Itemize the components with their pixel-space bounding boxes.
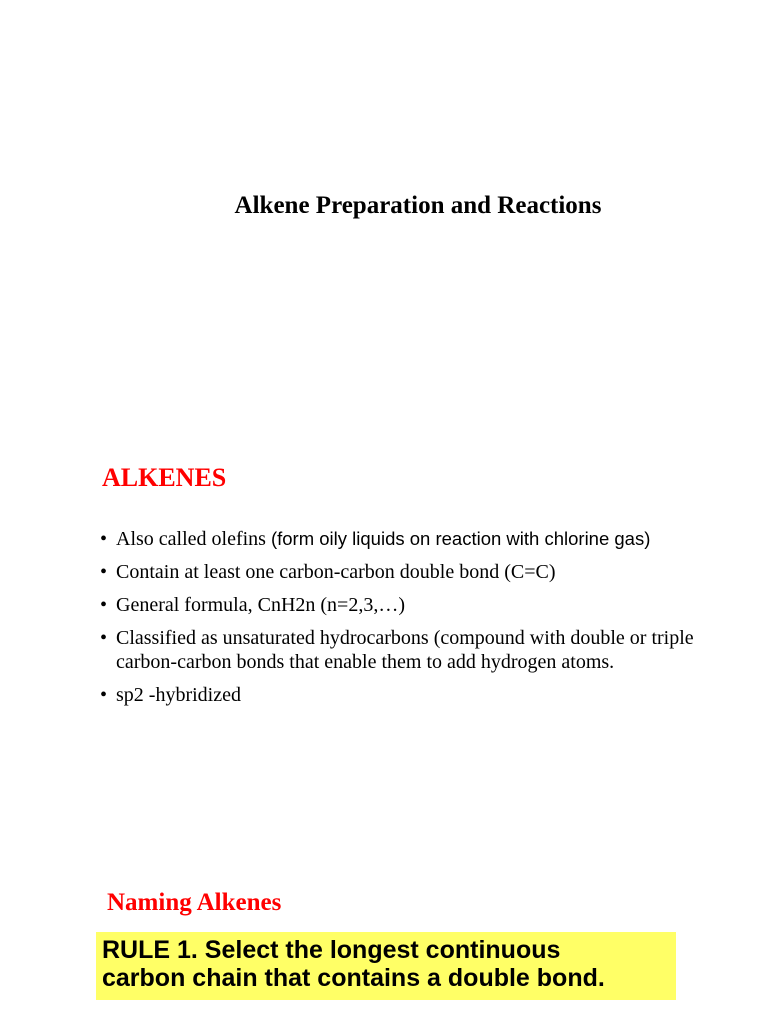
bullet-item: [100, 626, 750, 674]
bullet-text: Also called olefins: [116, 528, 271, 550]
bullet-item: [100, 683, 750, 707]
bullet-item: [100, 527, 750, 551]
section-heading-alkenes: ALKENES: [102, 463, 227, 492]
bullet-dot-icon: •: [100, 627, 108, 649]
bullet-text: Contain at least one carbon-carbon double bond (C=C): [116, 561, 556, 583]
rule-1-line-2: carbon chain that contains a double bond.: [102, 964, 605, 992]
bullet-text: General formula, CnH2n (n=2,3,…): [116, 594, 405, 616]
bullet-item: [100, 593, 750, 617]
bullet-dot-icon: •: [100, 684, 108, 706]
rule-1-highlight-box: [96, 932, 676, 1000]
bullet-extra-text: (form oily liquids on reaction with chlorine gas): [270, 528, 651, 549]
bullet-item: [100, 560, 750, 584]
bullet-text: Classified as unsaturated hydrocarbons (compound with double or triple carbon-carbon bonds that enable them to add hydrogen atoms.: [116, 627, 694, 673]
bullet-dot-icon: •: [100, 561, 108, 583]
bullet-dot-icon: •: [100, 528, 108, 550]
naming-alkenes-heading: Naming Alkenes: [107, 889, 282, 916]
rule-1-line-1: RULE 1. Select the longest continuous: [102, 936, 561, 964]
page-title: Alkene Preparation and Reactions: [234, 192, 602, 219]
bullet-dot-icon: •: [100, 594, 108, 616]
bullet-text: sp2 -hybridized: [116, 684, 241, 706]
alkenes-bullet-list: [100, 527, 750, 716]
